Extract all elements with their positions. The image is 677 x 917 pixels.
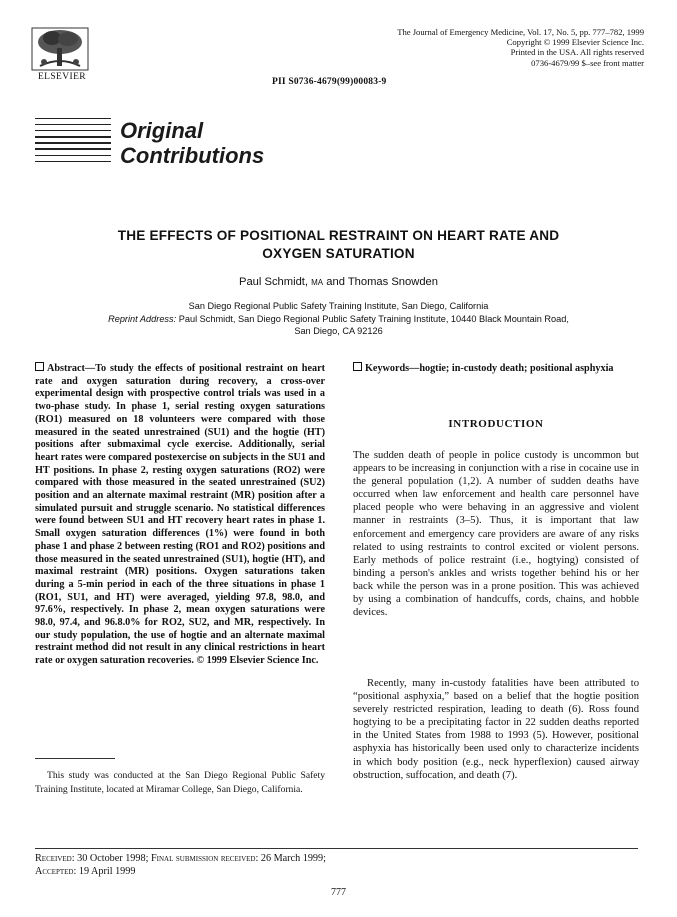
introduction-paragraph-1: The sudden death of people in police custody is uncommon but appears to be increasing in conjunction with a rise in cocaine use in the general population (1,2). A number of sudden deaths have occurred when law enforcement and health care personnel have placed people who were behaving in an aggressive and violent manner in restraints (3–5). Thus, it is important that law enforcement and emergency care providers are aware of any risks related to using restraints to control excited or violent persons. Early methods of police restraint (i.e., hogtying) consisted of binding a person's ankles and wrists together behind his or her back while the person was in a prone position. This was achieved by using a combination of handcuffs, cords, chains, and hobble devices. [353, 450, 639, 619]
reprint-address-line1: Paul Schmidt, San Diego Regional Public Safety Training Institute, 10440 Black Mountain Road, [176, 313, 569, 324]
publisher-name: ELSEVIER [37, 72, 87, 82]
final-date: 26 March 1999; [258, 853, 326, 864]
footnote-divider [35, 758, 115, 759]
affiliation-block [40, 300, 637, 338]
authors [40, 276, 637, 288]
abstract-text: Abstract—To study the effects of positional restraint on heart rate and oxygen saturation during recovery, a cross-over experimental design with prospective control trials was used in a two-phase study. In phase 1, serial resting oxygen saturations (RO1) measured on 18 volunteers were compared with those measured in the seated unrestrained (SU1) and the hogtie (HT) positions after submaximal cycle exercise. Additionally, serial heart rates were compared postexercise on subjects in the SU1 and HT positions. In phase 2, resting oxygen saturations (RO2) were compared with those measured in the seated unrestrained (SU2) position and an alternate maximal restraint (MR) position after a simulated pursuit and struggle scenario. No statistical differences were found between SU1 and HT recovery heart rates in phase 1. Small oxygen saturation differences (1%) were found in both phase 1 and phase 2 between resting (RO1 and RO2) positions and those measured in the seated unrestrained (SU1), hogtie (HT), and maximal restraint (MR) positions. Oxygen saturations taken during a 5-min period in each of the three situations in phase 1 (RO1, SU1, and HT) were averaged, yielding 97.8, 98.0, and 97.6%, respectively. In phase 2, mean oxygen saturations were 98.0, 97.4, and 96.8.0% for RO2, SU2, and MR, respectively. In our study population, the use of hogtie and an alternate maximal restraint method did not result in any clinical restrictions in heart rate or oxygen saturation recoveries. © 1999 Elsevier Science Inc. [35, 363, 325, 667]
author-name: Paul Schmidt, [239, 276, 309, 288]
journal-line: The Journal of Emergency Medicine, Vol. 17, No. 5, pp. 777–782, 1999 [397, 27, 644, 37]
accepted-date: 19 April 1999 [76, 866, 136, 877]
author-name: and Thomas Snowden [323, 276, 438, 288]
abstract [35, 362, 325, 668]
reprint-address [40, 313, 637, 326]
accepted-line [35, 865, 638, 878]
journal-line: Printed in the USA. All rights reserved [510, 47, 644, 58]
reprint-address-line2: San Diego, CA 92126 [294, 326, 383, 336]
page-number: 777 [331, 887, 346, 898]
reprint-label: Reprint Address: [108, 313, 177, 324]
paper-title [40, 227, 637, 263]
final-label: Final submission received: [150, 853, 259, 864]
received-line [35, 852, 638, 865]
dates-divider [35, 848, 638, 849]
box-bullet-icon [353, 362, 362, 371]
journal-info [314, 27, 644, 68]
paper-title-line1: THE EFFECTS OF POSITIONAL RESTRAINT ON HEART RATE AND [117, 228, 560, 243]
received-date: 30 October 1998; [74, 853, 151, 864]
section-label-line1: Original [120, 118, 204, 143]
introduction-heading: INTRODUCTION [448, 418, 544, 430]
section-label [120, 118, 264, 168]
paper-title-line2: OXYGEN SATURATION [262, 246, 415, 261]
article-dates [35, 852, 638, 878]
journal-line: Copyright © 1999 Elsevier Science Inc. [506, 37, 644, 48]
keywords-text: Keywords—hogtie; in-custody death; positional asphyxia [365, 363, 614, 374]
author-degree: MA [311, 278, 324, 287]
box-bullet-icon [35, 362, 44, 371]
received-label: Received: [35, 853, 75, 864]
introduction-paragraph-2: Recently, many in-custody fatalities have been attributed to “positional asphyxia,” based on a belief that the hogtie position severely restricted respiration, leading to death (6). Ross found hogtying to be a precipitating factor in 22 sudden deaths reported in the United States from 1988 to 1993 (5). However, positional asphyxia has historically been used only to characterize incidents in which body position (e.g., neck hyperflexion) caused airway obstruction, suffocation, and death (7). [353, 678, 639, 781]
keywords [353, 362, 639, 376]
section-bars-icon [35, 118, 111, 167]
affiliation: San Diego Regional Public Safety Training Institute, San Diego, California [188, 301, 489, 311]
section-label-line2: Contributions [120, 143, 265, 168]
journal-line: 0736-4679/99 $–see front matter [531, 57, 644, 68]
pii-code: PII S0736-4679(99)00083-9 [272, 77, 387, 87]
accepted-label: Accepted: [35, 866, 77, 877]
footnote: This study was conducted at the San Diego Regional Public Safety Training Institute, located at Miramar College, San Diego, California. [35, 770, 325, 795]
